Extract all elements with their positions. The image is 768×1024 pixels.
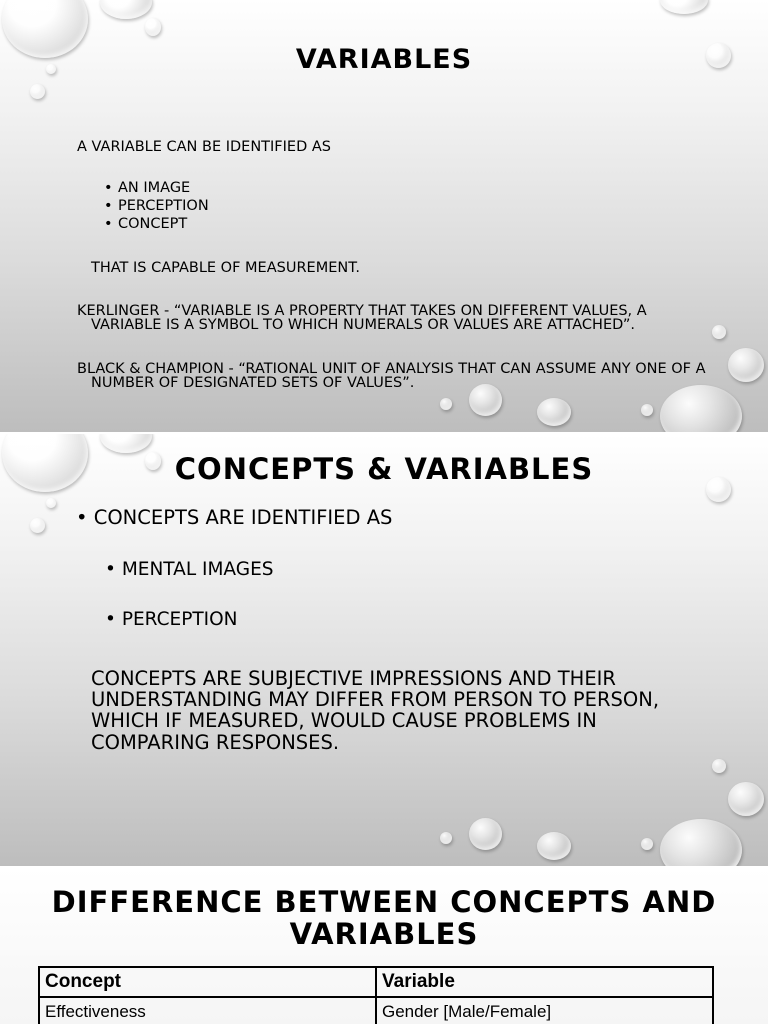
water-drop-decoration xyxy=(145,18,161,36)
comparison-table xyxy=(38,966,714,1024)
table-header-row xyxy=(39,967,713,997)
list-item xyxy=(104,215,187,233)
bullet-icon: • xyxy=(105,559,116,580)
water-drop-decoration xyxy=(46,498,56,508)
water-drop-decoration xyxy=(728,348,764,382)
list-item-label: CONCEPTS ARE IDENTIFIED AS xyxy=(93,506,393,529)
measurement-text: THAT IS CAPABLE OF MEASUREMENT. xyxy=(91,260,360,276)
bullet-icon: • xyxy=(104,216,113,232)
black-champion-quote-line: NUMBER OF DESIGNATED SETS OF VALUES”. xyxy=(91,375,415,391)
water-drop-decoration xyxy=(641,404,653,416)
list-item-label: PERCEPTION xyxy=(118,198,209,214)
list-item-label: PERCEPTION xyxy=(121,609,238,630)
paragraph-line: UNDERSTANDING MAY DIFFER FROM PERSON TO PERSON, xyxy=(91,688,660,711)
list-item-label: MENTAL IMAGES xyxy=(121,559,274,580)
table-row xyxy=(39,997,713,1024)
water-drop-decoration xyxy=(712,325,726,339)
water-drop-decoration xyxy=(30,518,45,533)
column-header: Concept xyxy=(39,967,376,997)
column-header: Variable xyxy=(376,967,713,997)
water-drop-decoration xyxy=(100,0,152,19)
list-item-label: CONCEPT xyxy=(118,216,188,232)
slide-concepts-variables xyxy=(0,434,768,866)
bullet-icon: • xyxy=(105,609,116,630)
table-cell: Effectiveness xyxy=(39,997,376,1024)
list-item xyxy=(76,507,392,529)
slide-title-line: DIFFERENCE BETWEEN CONCEPTS AND xyxy=(51,885,717,919)
kerlinger-quote-line: KERLINGER - “VARIABLE IS A PROPERTY THAT TAKES ON DIFFERENT VALUES, A xyxy=(77,303,647,319)
water-drop-decoration xyxy=(440,832,452,844)
water-drop-decoration xyxy=(537,832,571,860)
slide-title xyxy=(0,886,768,950)
slide-variables xyxy=(0,0,768,432)
water-drop-decoration xyxy=(30,84,45,99)
paragraph-line: WHICH IF MEASURED, WOULD CAUSE PROBLEMS IN xyxy=(91,709,597,732)
slide-title-line: VARIABLES xyxy=(289,917,479,951)
water-drop-decoration xyxy=(728,782,764,816)
water-drop-decoration xyxy=(440,398,452,410)
list-item xyxy=(104,179,190,197)
bullet-icon: • xyxy=(104,180,113,196)
water-drop-decoration xyxy=(641,838,653,850)
list-item xyxy=(105,559,274,581)
paragraph-line: COMPARING RESPONSES. xyxy=(91,731,340,754)
slide-title: CONCEPTS & VARIABLES xyxy=(174,452,594,486)
intro-text: A VARIABLE CAN BE IDENTIFIED AS xyxy=(77,139,331,155)
list-item xyxy=(104,197,209,215)
bullet-icon: • xyxy=(104,198,113,214)
water-drop-decoration xyxy=(100,434,152,453)
list-item xyxy=(105,609,238,631)
list-item-label: AN IMAGE xyxy=(118,180,191,196)
water-drop-decoration xyxy=(660,385,742,432)
kerlinger-quote-line: VARIABLE IS A SYMBOL TO WHICH NUMERALS OR VALUES ARE ATTACHED”. xyxy=(91,317,636,333)
table-cell: Gender [Male/Female] xyxy=(376,997,713,1024)
slide-title: VARIABLES xyxy=(295,44,473,75)
paragraph-line: CONCEPTS ARE SUBJECTIVE IMPRESSIONS AND THEIR xyxy=(91,667,616,690)
water-drop-decoration xyxy=(537,398,571,426)
water-drop-decoration xyxy=(660,0,708,14)
water-drop-decoration xyxy=(660,819,742,866)
water-drop-decoration xyxy=(469,818,502,850)
water-drop-decoration xyxy=(469,384,502,416)
slide-difference xyxy=(0,868,768,1024)
black-champion-quote-line: BLACK & CHAMPION - “RATIONAL UNIT OF ANALYSIS THAT CAN ASSUME ANY ONE OF A xyxy=(77,361,706,377)
water-drop-decoration xyxy=(712,759,726,773)
bullet-icon: • xyxy=(76,506,88,529)
